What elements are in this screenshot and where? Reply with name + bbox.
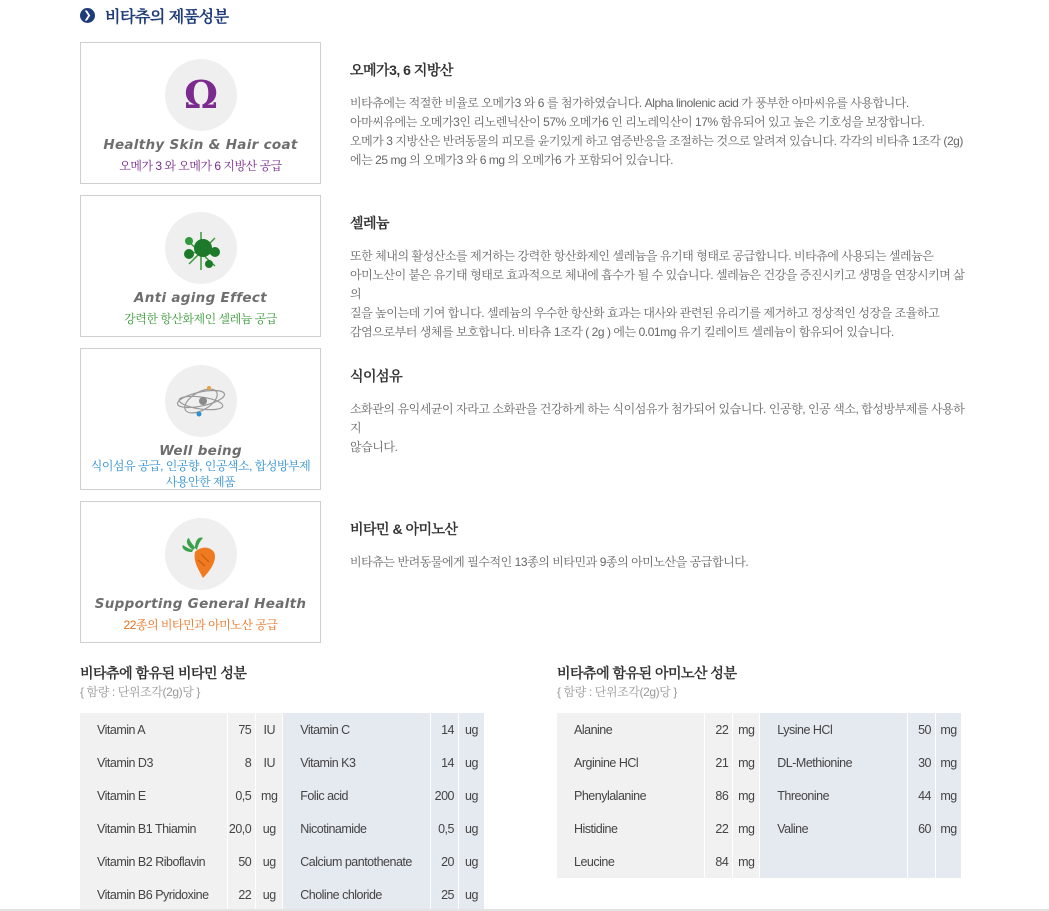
table-cell: Calcium pantothenate <box>283 845 431 878</box>
section-header <box>80 4 229 26</box>
description-body <box>350 94 970 170</box>
table-cell <box>936 845 962 878</box>
table-cell: 0,5 <box>431 812 459 845</box>
table-row <box>557 713 962 746</box>
table-cell: mg <box>733 746 760 779</box>
table-row <box>80 779 485 812</box>
table-cell: mg <box>733 779 760 812</box>
table-cell: Histidine <box>557 812 705 845</box>
table-row <box>557 812 962 845</box>
table-cell: 21 <box>705 746 733 779</box>
table-cell: 20 <box>431 845 459 878</box>
chevron-right-icon: ❯ <box>80 8 95 23</box>
feature-card-health <box>80 501 321 643</box>
orbit-icon <box>165 365 237 437</box>
table-cell: 50 <box>228 845 256 878</box>
omega-icon <box>165 59 237 131</box>
description-line: 에는 25 mg 의 오메가3 와 6 mg 의 오메가6 가 포함되어 있습니다. <box>350 153 673 167</box>
table-row <box>557 746 962 779</box>
description-line: 또한 체내의 활성산소를 제거하는 강력한 항산화제인 셀레늄을 유기태 형태로 공급합니다. 비타츄에 사용되는 셀레늄은 <box>350 249 934 263</box>
table-cell: 8 <box>228 746 256 779</box>
table-cell <box>760 845 908 878</box>
table-row <box>80 878 485 911</box>
table-cell: Vitamin E <box>80 779 228 812</box>
card-title: Healthy Skin & Hair coat <box>103 137 298 153</box>
table-cell: ug <box>459 845 485 878</box>
description-selenium <box>350 213 970 342</box>
table-cell: 200 <box>431 779 459 812</box>
table-cell: 20,0 <box>228 812 256 845</box>
table-cell: mg <box>733 713 760 746</box>
table-row <box>80 713 485 746</box>
table-cell: mg <box>936 812 962 845</box>
table-cell: ug <box>459 878 485 911</box>
description-line: 아미노산이 붙은 유기태 형태로 효과적으로 체내에 흡수가 될 수 있습니다. 셀레늄은 건강을 증진시키고 생명을 연장시키며 삶의 <box>350 268 965 301</box>
description-heading: 셀레늄 <box>350 215 390 231</box>
table-cell: Vitamin B1 Thiamin <box>80 812 228 845</box>
table-cell: DL-Methionine <box>760 746 908 779</box>
card-caption: 22종의 비타민과 아미노산 공급 <box>123 618 278 632</box>
description-heading: 식이섬유 <box>350 368 403 384</box>
table-cell: Vitamin B2 Riboflavin <box>80 845 228 878</box>
table-cell: 50 <box>908 713 936 746</box>
description-line: 비타츄에는 적절한 비율로 오메가3 와 6 를 첨가하였습니다. Alpha linolenic acid 가 풍부한 아마씨유를 사용합니다. <box>350 96 909 110</box>
table-cell: 22 <box>705 812 733 845</box>
molecule-icon <box>165 212 237 284</box>
table-row <box>557 845 962 878</box>
card-title: Supporting General Health <box>94 596 307 612</box>
table-cell: Vitamin B6 Pyridoxine <box>80 878 228 911</box>
table-cell: 22 <box>705 713 733 746</box>
description-line: 아마씨유에는 오메가3인 리노렌닉산이 57% 오메가6 인 리노레익산이 17% 함유되어 있고 높은 기호성을 보장합니다. <box>350 115 925 129</box>
description-line: 감염으로부터 생체를 보호합니다. 비타츄 1조각 ( 2g ) 에는 0.01mg 유기 킬레이트 셀레늄이 함유되어 있습니다. <box>350 325 894 339</box>
svg-text:Ω: Ω <box>183 72 218 117</box>
description-line: 비타츄는 반려동물에게 필수적인 13종의 비타민과 9종의 아미노산을 공급합니다. <box>350 555 749 569</box>
description-vitamin-amino <box>350 519 970 572</box>
feature-card-fiber <box>80 348 321 490</box>
table-cell: mg <box>936 746 962 779</box>
card-title: Well being <box>159 443 242 459</box>
description-heading: 오메가3, 6 지방산 <box>350 62 453 78</box>
table-cell: mg <box>256 779 283 812</box>
table-cell: 44 <box>908 779 936 812</box>
feature-card-omega <box>80 42 321 184</box>
table-cell: mg <box>733 812 760 845</box>
table-cell: Threonine <box>760 779 908 812</box>
table-cell: ug <box>256 812 283 845</box>
table-cell: 30 <box>908 746 936 779</box>
table-cell: IU <box>256 713 283 746</box>
table-row <box>557 779 962 812</box>
table-cell: Nicotinamide <box>283 812 431 845</box>
amino-table <box>557 713 962 878</box>
table-cell: Vitamin C <box>283 713 431 746</box>
description-omega <box>350 60 970 170</box>
table-cell: 14 <box>431 713 459 746</box>
amino-table-title: 비타츄에 함유된 아미노산 성분 <box>557 665 737 681</box>
table-cell: 25 <box>431 878 459 911</box>
table-cell: mg <box>936 779 962 812</box>
table-row <box>80 746 485 779</box>
card-caption: 오메가 3 와 오메가 6 지방산 공급 <box>119 159 282 173</box>
description-line: 오메가 3 지방산은 반려동물의 피모를 윤기있게 하고 염증반응을 조절하는 것으로 알려져 있습니다. 각각의 비타츄 1조각 (2g) <box>350 134 963 148</box>
section-title: 비타츄의 제품성분 <box>105 8 229 26</box>
table-cell: ug <box>459 746 485 779</box>
table-cell: mg <box>936 713 962 746</box>
description-body <box>350 553 970 572</box>
description-line: 소화관의 유익세균이 자라고 소화관을 건강하게 하는 식이섬유가 첨가되어 있습니다. 인공향, 인공 색소, 합성방부제를 사용하지 <box>350 402 965 435</box>
table-cell: Vitamin D3 <box>80 746 228 779</box>
table-cell: IU <box>256 746 283 779</box>
table-cell: 75 <box>228 713 256 746</box>
table-row <box>80 845 485 878</box>
description-heading: 비타민 & 아미노산 <box>350 521 458 537</box>
table-cell: Phenylalanine <box>557 779 705 812</box>
carrot-icon <box>165 518 237 590</box>
table-cell: ug <box>459 812 485 845</box>
table-cell: Valine <box>760 812 908 845</box>
table-cell <box>908 845 936 878</box>
table-cell: ug <box>256 845 283 878</box>
table-cell: 14 <box>431 746 459 779</box>
table-cell: 60 <box>908 812 936 845</box>
vitamin-table-subtitle: { 함량 : 단위조각(2g)당 } <box>80 685 200 699</box>
table-cell: 86 <box>705 779 733 812</box>
table-cell: Choline chloride <box>283 878 431 911</box>
table-cell: Leucine <box>557 845 705 878</box>
table-cell: Arginine HCl <box>557 746 705 779</box>
table-cell: Vitamin A <box>80 713 228 746</box>
table-cell: 22 <box>228 878 256 911</box>
card-caption: 강력한 항산화제인 셀레늄 공급 <box>124 312 277 326</box>
table-cell: Folic acid <box>283 779 431 812</box>
table-cell: ug <box>256 878 283 911</box>
table-cell: 84 <box>705 845 733 878</box>
card-caption-line: 사용안한 제품 <box>165 475 236 489</box>
description-fiber <box>350 366 970 457</box>
table-cell: Alanine <box>557 713 705 746</box>
amino-table-subtitle: { 함량 : 단위조각(2g)당 } <box>557 685 677 699</box>
vitamin-table <box>80 713 485 911</box>
description-body <box>350 400 970 457</box>
description-line: 않습니다. <box>350 440 398 454</box>
card-title: Anti aging Effect <box>134 290 267 306</box>
table-row <box>80 812 485 845</box>
table-cell: Lysine HCl <box>760 713 908 746</box>
card-caption <box>85 458 316 490</box>
table-cell: Vitamin K3 <box>283 746 431 779</box>
table-cell: ug <box>459 713 485 746</box>
table-cell: mg <box>733 845 760 878</box>
feature-card-selenium <box>80 195 321 337</box>
card-caption-line: 식이섬유 공급, 인공향, 인공색소, 합성방부제 <box>90 459 311 473</box>
description-line: 질을 높이는데 기여 합니다. 셀레늄의 우수한 항산화 효과는 대사와 관련된 유리기를 제거하고 정상적인 성장을 조율하고 <box>350 306 940 320</box>
vitamin-table-title: 비타츄에 함유된 비타민 성분 <box>80 665 247 681</box>
table-cell: 0,5 <box>228 779 256 812</box>
description-body <box>350 247 970 342</box>
table-cell: ug <box>459 779 485 812</box>
